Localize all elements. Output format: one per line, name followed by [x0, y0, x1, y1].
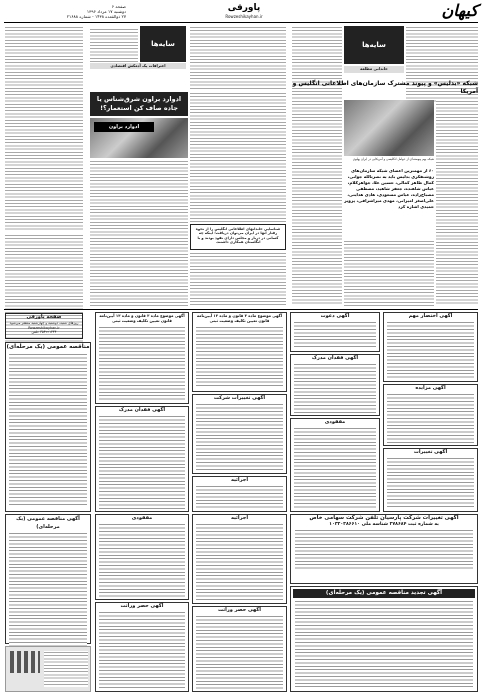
serial-badge: سایه‌ها [140, 26, 186, 62]
ad-body [387, 321, 474, 379]
right-headline [292, 80, 478, 96]
ad-invitation [290, 312, 380, 352]
ad-title: آگهی تغییرات [413, 449, 448, 455]
ad-body [387, 457, 474, 509]
ad-document-loss [290, 354, 380, 416]
serial-intro-text [90, 28, 138, 62]
right-serial-badge: سایه‌ها [344, 26, 404, 64]
page-info-phone: ۳۵۴۲۲۱۳۴۴ :تلفن [31, 330, 57, 334]
ad-important-notice [383, 312, 478, 382]
ad-title: آگهی مناقصه عمومی (یک مرحله‌ای) [16, 516, 80, 530]
masthead [4, 3, 478, 21]
middle-col-text-c [190, 92, 286, 222]
sponsor-logo-block [5, 646, 91, 692]
ad-body [9, 353, 87, 507]
ad-enforcement-2 [192, 514, 287, 604]
ad-title: آگهی فقدان مدرک [118, 407, 166, 413]
ad-changes [383, 448, 478, 512]
serial-subtitle: اعترافات یک آدمکش اقتصادی [90, 63, 186, 69]
ad-body [294, 427, 376, 509]
date-line: دوشنبه ۱۷ مرداد ۱۳۹۶ [86, 9, 126, 14]
ad-lost-2 [95, 514, 189, 600]
middle-serial-header [90, 26, 186, 70]
middle-headline-text: ادوارد براون شرق‌شناس یا جاده صاف کن استعمار؟! [96, 95, 182, 112]
ad-body [99, 326, 185, 400]
ad-title: اجرائیه [230, 477, 249, 483]
middle-col-text-b [90, 160, 188, 306]
right-photo-caption: شبکه بهم پیوسته‌ای از عوامل انگلیسی و آمریکایی در ایران پهلوی [352, 157, 434, 161]
ad-body [196, 615, 283, 689]
newspaper-logo: کیهان [441, 1, 478, 20]
browne-photo-label: ادوارد براون [94, 122, 154, 132]
ad-body [196, 523, 283, 601]
right-headline-text: شبکه «بدلیس» و پیوند مشترک سازمان‌های اطلاعاتی انگلیس و آمریکا [292, 80, 478, 95]
site-url[interactable]: Rowzeshikayhan.ir [225, 14, 263, 19]
ad-body [99, 415, 185, 509]
page-info-title: صفحه پاورقی [26, 314, 62, 320]
ad-title: آگهی اختصار مهم [408, 313, 453, 319]
right-col-text-e [344, 240, 434, 306]
ad-parsian-subtitle: به شماره ثبت ۲۷۸۶۸۴ شناسه ملی ۱۰۳۲۰۳۸۶۶۱۰ [329, 522, 439, 527]
right-serial-subtitle: خاندانی مطلعه [344, 66, 404, 73]
ad-inheritance [192, 606, 287, 692]
ad-body [196, 326, 283, 388]
page-info-box [5, 313, 83, 339]
ad-body [196, 403, 283, 471]
right-pull-quote-text: ۶۰ از مهمترین اعضای شبکه سازمان‌های روشنفکری بدلیس باید به نصرتالله جوانی، کمال طاهر کمالی، حسین علا، جواهرکلام، عباس شاهنده، جعفر شاهید، مصطفی مصباح‌زاده، عباس مسعودی، هادی هدایتی، علی‌اصغر امیرانی، مهدی میراشرافی، پرویز حمیدی اشاره کرد [344, 168, 434, 209]
sponsor-text [44, 651, 88, 687]
ad-enforcement [192, 476, 287, 512]
man-at-microphone-photo [344, 100, 434, 156]
page-info-email[interactable]: Rowzeshikayhan.ir [28, 325, 60, 330]
middle-pull-quote [190, 224, 286, 250]
ad-body [295, 529, 473, 571]
ad-body [9, 532, 87, 646]
ad-title: آگهی فقدان مدرک [311, 355, 359, 361]
date-block [6, 4, 126, 20]
ad-title: مفقودی [131, 515, 153, 521]
sponsor-logo-mark [10, 651, 40, 673]
ad-title: آگهی موضوع ماده ۳ قانون و ماده ۱۳ آیین‌نامه قانون تعیین تکلیف وضعیت ثبتی [99, 313, 185, 323]
right-col-text-d [436, 100, 478, 306]
ad-document-loss-2 [95, 406, 189, 512]
ad-body [294, 321, 376, 349]
ad-inheritance-2 [95, 602, 189, 692]
middle-headline [90, 92, 188, 116]
ad-title: آگهی حصر وراثت [120, 603, 164, 609]
right-pull-quote [344, 168, 434, 238]
serial-bottom-rule [4, 309, 478, 310]
section-title: پاورقی [227, 3, 261, 13]
ad-body [196, 485, 283, 509]
ad-tender-left [5, 342, 91, 512]
ad-title: آگهی مزایده [415, 385, 446, 391]
middle-col-text-d [190, 252, 286, 306]
right-serial-header [344, 26, 404, 76]
ad-body [294, 363, 376, 413]
ad-title: آگهی تغییرات شرکت [213, 395, 266, 401]
left-column-text [5, 26, 83, 231]
ad-title: مناقصه عمومی (یک مرحله‌ای) [6, 344, 90, 350]
middle-pull-quote-text: شناسایی خاندانهای اطلاعاتی انگلیس را از نحوه رفتار آنها در ایران می‌توان دریافت؛ اینکه چه کسانی در دربار و مجلس دارای نفوذ بودند و با انگلستان همکاری داشتند. [195, 227, 281, 245]
ad-tender-renewal-title: آگهی تجدید مناقصه عمومی (یک مرحله‌ای) [293, 589, 475, 598]
ad-body [99, 611, 185, 689]
middle-col-text-a [190, 26, 286, 90]
ad-tender-left-2 [5, 514, 91, 644]
ad-parsian-title: آگهی تغییرات شرکت پارسیان تلفن شرکت سهامی خاص [309, 515, 459, 521]
ad-registration-2 [95, 312, 189, 404]
ad-company-changes [192, 394, 287, 474]
ad-registration-1 [192, 312, 287, 392]
page-label: صفحه ۶ [111, 4, 126, 9]
ad-title: آگهی دعوت [320, 313, 350, 319]
right-col-text-c [292, 100, 342, 306]
issue-line: ۲۷ ذوالقعده ۱۴۳۸ - شماره ۲۱۶۸۸ [66, 14, 126, 19]
masthead-rule [4, 22, 478, 23]
ad-parsian-telephone [290, 514, 478, 584]
ad-body [387, 393, 474, 443]
ad-auction [383, 384, 478, 446]
ad-title: آگهی حصر وراثت [218, 607, 261, 613]
ad-body [295, 600, 473, 688]
browne-photo [90, 118, 188, 158]
page-info-note: روزهای شنبه، دوشنبه و چهارشنبه منتشر می‌شود [9, 321, 79, 325]
ad-lost-item [290, 418, 380, 512]
ad-tender-renewal [290, 586, 478, 692]
ad-title: مفقودی [324, 419, 346, 425]
ad-body [99, 523, 185, 597]
ad-title: اجرائیه [230, 515, 249, 521]
ad-title: آگهی موضوع ماده ۳ قانون و ماده ۱۳ آیین‌نامه قانون تعیین تکلیف وضعیت ثبتی [196, 313, 283, 323]
